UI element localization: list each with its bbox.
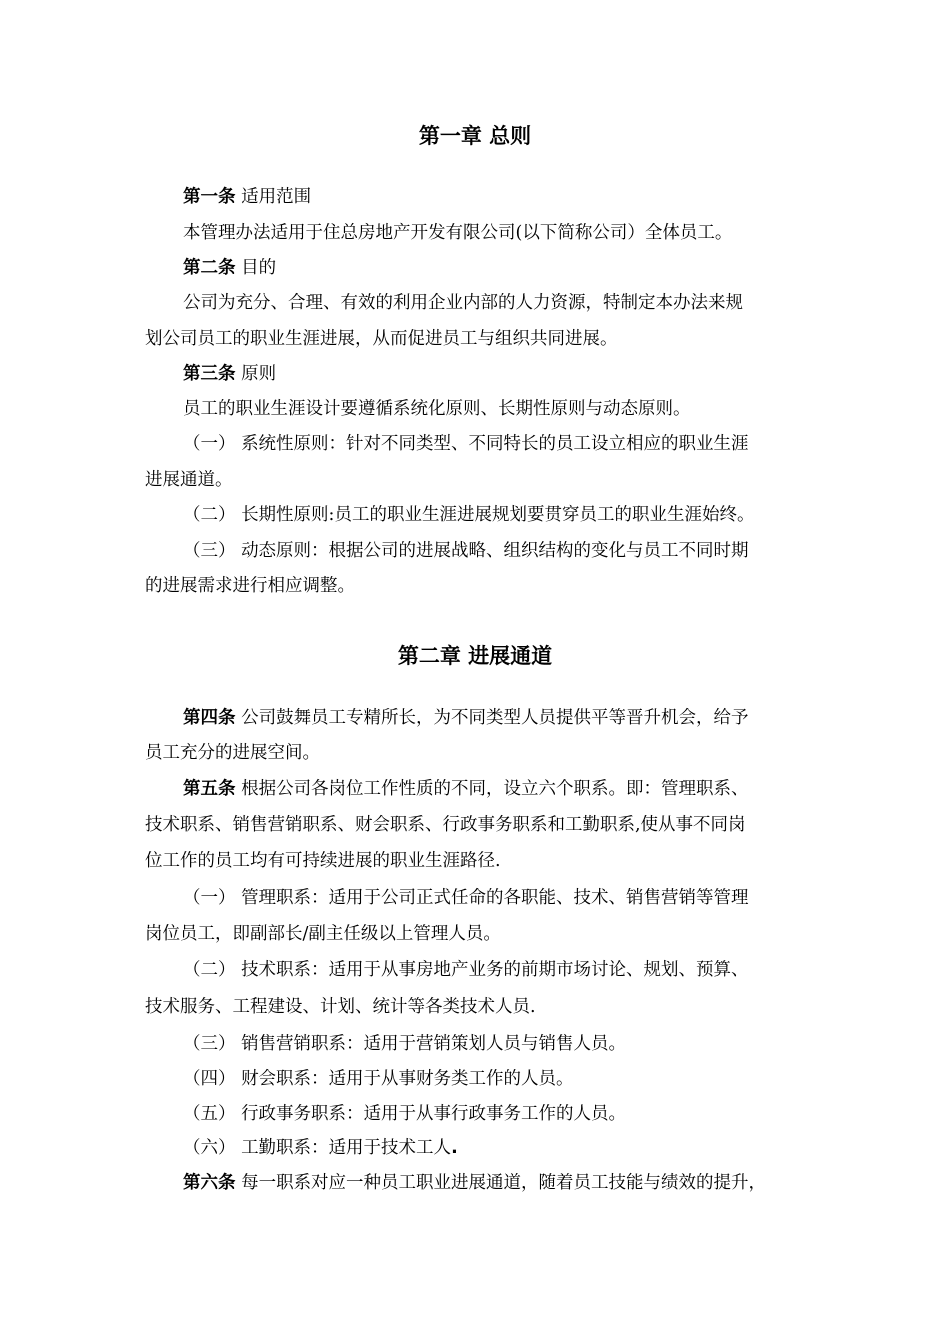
article-6-label: 第六条 [183,1173,236,1193]
chapter-2-title: 第二章 进展通道 [397,644,553,668]
article-1-body: 本管理办法适用于住总房地产开发有限公司(以下简称公司）全体员工。 [183,223,733,243]
article-5-line-3: 位工作的员工均有可持续进展的职业生涯路径. [145,851,501,871]
article-6-text: 每一职系对应一种员工职业进展通道，随着员工技能与绩效的提升， [235,1173,767,1193]
article-3-body: 员工的职业生涯设计要遵循系统化原则、长期性原则与动态原则。 [183,399,691,419]
article-1-title: 适用范围 [235,187,312,207]
article-5-item-2-line-2: 技术服务、工程建设、计划、统计等各类技术人员. [145,997,536,1017]
article-2-heading [183,254,276,282]
article-4-line-1 [183,704,749,732]
article-5-line-2: 技术职系、销售营销职系、财会职系、行政事务职系和工勤职系,使从事不同岗 [145,815,746,835]
article-3-item-3-line-2: 的进展需求进行相应调整。 [145,576,355,596]
article-3-item-2: （二） 长期性原则:员工的职业生涯进展规划要贯穿员工的职业生涯始终。 [183,505,755,525]
article-4-text: 公司鼓舞员工专精所长，为不同类型人员提供平等晋升机会，给予 [235,708,749,728]
article-6-line-1 [183,1169,766,1197]
chapter-1-title: 第一章 总则 [418,124,532,148]
article-2-label: 第二条 [183,258,236,278]
article-1-label: 第一条 [183,187,236,207]
article-5-line-1 [183,775,749,803]
article-2-title: 目的 [235,258,277,278]
article-5-item-6-text: （六） 工勤职系：适用于技术工人 [183,1138,452,1158]
article-5-item-2-line-1: （二） 技术职系：适用于从事房地产业务的前期市场讨论、规划、预算、 [183,960,749,980]
article-5-text: 根据公司各岗位工作性质的不同，设立六个职系。即：管理职系、 [235,779,749,799]
article-5-label: 第五条 [183,779,236,799]
article-2-body-line-2: 划公司员工的职业生涯进展，从而促进员工与组织共同进展。 [145,329,618,349]
article-3-item-1-line-1: （一） 系统性原则：针对不同类型、不同特长的员工设立相应的职业生涯 [183,434,749,454]
article-3-item-1-line-2: 进展通道。 [145,470,233,490]
article-2-body-line-1: 公司为充分、合理、有效的利用企业内部的人力资源，特制定本办法来规 [183,293,743,313]
article-3-item-3-line-1: （三） 动态原则：根据公司的进展战略、组织结构的变化与员工不同时期 [183,541,749,561]
article-5-item-3: （三） 销售营销职系：适用于营销策划人员与销售人员。 [183,1034,627,1054]
article-1-heading [183,183,311,211]
article-5-item-1-line-2: 岗位员工，即副部长/副主任级以上管理人员。 [145,924,501,944]
article-3-heading [183,360,276,388]
article-4-label: 第四条 [183,708,236,728]
article-3-title: 原则 [235,364,277,384]
article-3-label: 第三条 [183,364,236,384]
article-5-item-6-period: . [451,1138,458,1158]
article-5-item-5: （五） 行政事务职系：适用于从事行政事务工作的人员。 [183,1104,627,1124]
article-5-item-6 [183,1134,458,1162]
article-5-item-1-line-1: （一） 管理职系：适用于公司正式任命的各职能、技术、销售营销等管理 [183,888,749,908]
article-4-line-2: 员工充分的进展空间。 [145,743,320,763]
article-5-item-4: （四） 财会职系：适用于从事财务类工作的人员。 [183,1069,574,1089]
